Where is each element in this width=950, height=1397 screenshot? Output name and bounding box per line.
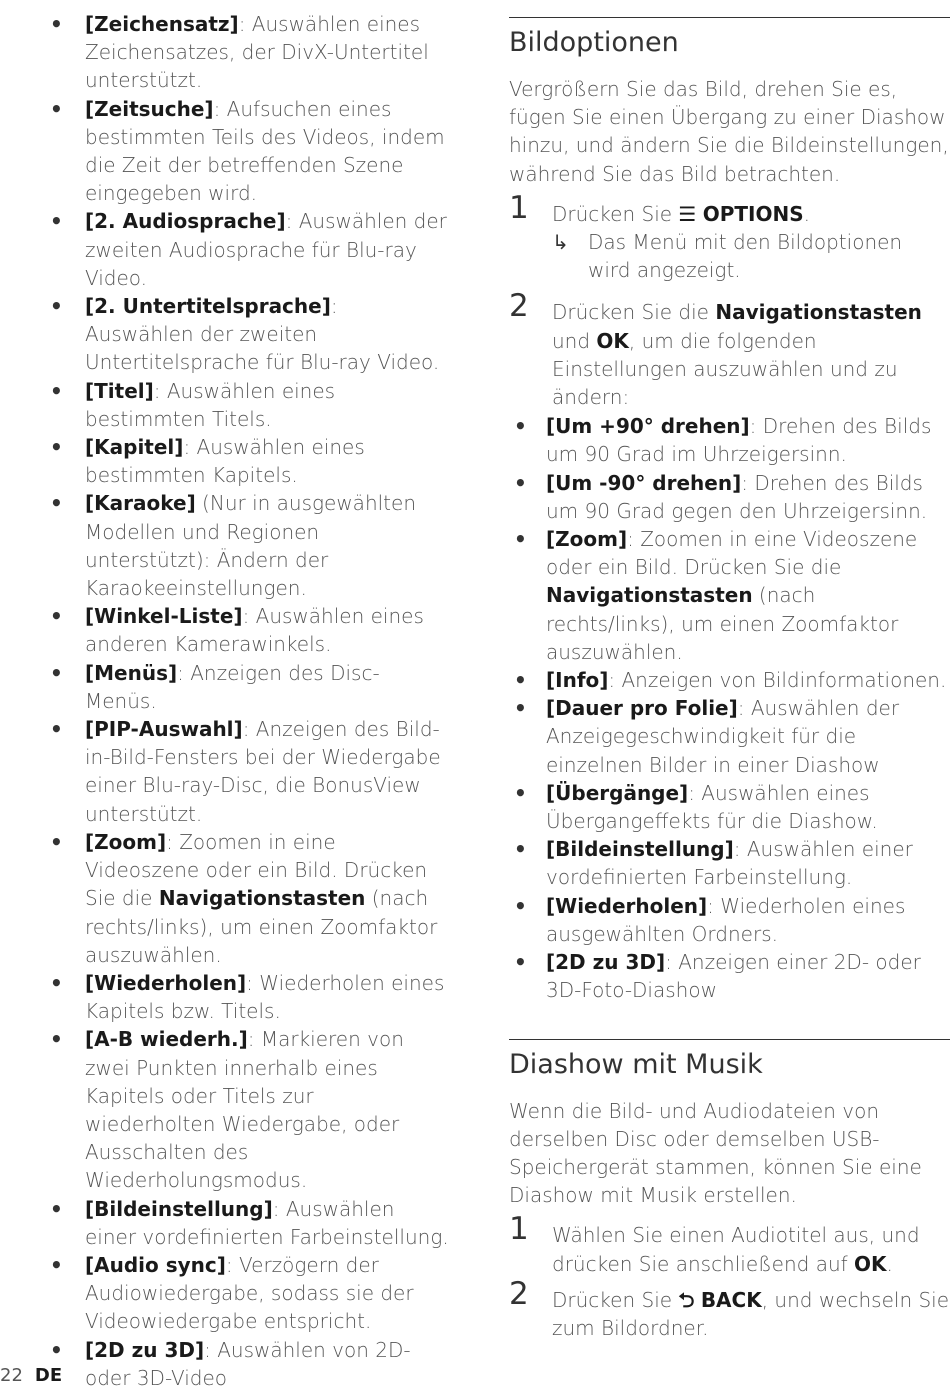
step-text-end: , und wechseln Sie zum Bildordner. (552, 1287, 950, 1340)
option-description: : Auswählen der Anzeigegeschwindigkeit für die einzelnen Bilder in einer Diashow (546, 696, 900, 777)
option-term: [Zoom] (546, 527, 628, 552)
option-term: [Info] (546, 668, 609, 693)
step-text: Wählen Sie einen Audiotitel aus, und drücken Sie anschließend auf (552, 1223, 920, 1276)
key-navigationstasten: Navigationstasten (158, 886, 366, 911)
right-column (509, 17, 950, 1342)
option-term: [Titel] (85, 378, 154, 403)
option-description: : Auswählen eines bestimmten Kapitels. (85, 435, 365, 488)
step-1 (509, 189, 950, 285)
step-text-end: , um die folgenden Einstellungen auszuwählen und zu ändern: (552, 328, 898, 410)
section-title-bildoptionen: Bildoptionen (509, 27, 679, 58)
step-text-end: . (803, 201, 810, 226)
back-icon: ⮌ (678, 1287, 695, 1312)
step-text: Drücken Sie (552, 1287, 679, 1312)
option-term: [Kapitel] (85, 435, 184, 460)
step-number: 1 (509, 1211, 529, 1248)
option-term: [Audio sync] (85, 1252, 226, 1277)
page-number: 22 (0, 1365, 23, 1386)
list-item (50, 1025, 450, 1194)
option-description: : Auswählen eines Zeichensatzes, der DivX-Untertitel unterstützt. (85, 12, 429, 93)
result-text: Das Menü mit den Bildoptionen wird angezeigt. (588, 230, 903, 283)
list-item (514, 694, 950, 779)
list-item (514, 525, 950, 666)
step-2 (509, 288, 950, 1004)
list-item (50, 10, 450, 95)
list-item (514, 835, 950, 891)
option-term: [Um -90° drehen] (546, 470, 742, 495)
option-term: [2. Untertitelsprache] (85, 294, 331, 319)
option-description: : Auswählen der zweiten Audiosprache für Blu-ray Video. (85, 209, 447, 290)
diashow-step-1 (509, 1211, 950, 1277)
step-number: 2 (509, 1275, 529, 1312)
option-description: : Wiederholen eines Kapitels bzw. Titels. (85, 970, 445, 1024)
option-term: [2. Audiosprache] (85, 209, 286, 234)
option-description: : Auswählen eines bestimmten Titels. (85, 378, 336, 431)
list-item (50, 292, 450, 377)
list-item (50, 969, 450, 1025)
option-term: [2D zu 3D] (546, 950, 666, 975)
list-item (50, 1195, 450, 1251)
step-number: 2 (509, 288, 529, 325)
list-item (514, 892, 950, 948)
option-description: : Auswählen einer vordefinierten Farbeinstellung. (85, 1196, 449, 1249)
list-item (514, 666, 950, 694)
list-item (514, 412, 950, 468)
option-term: [Um +90° drehen] (546, 414, 750, 439)
option-term: [A-B wiederh.] (85, 1027, 248, 1052)
list-item (50, 207, 450, 292)
list-item (514, 779, 950, 835)
key-options: OPTIONS (702, 201, 804, 226)
option-description: : Anzeigen des Bild-in-Bild-Fensters bei der Wiedergabe einer Blu-ray-Disc, die BonusView unterstützt. (85, 717, 441, 826)
section-intro-bildoptionen: Vergrößern Sie das Bild, drehen Sie es, fügen Sie einen Übergang zu einer Diashow hinzu, und ändern Sie die Bildeinstellungen, während Sie das Bild betrachten. (509, 77, 949, 186)
option-description: : Zoomen in eine Videoszene oder ein Bild. Drücken Sie die (85, 829, 428, 911)
section-divider (509, 17, 950, 18)
option-description: (Nur in ausgewählten Modellen und Regionen unterstützt): Ändern der Karaokeeinstellungen. (85, 491, 416, 601)
option-description: : Auswählen eines Übergangeffekts für die Diashow. (546, 780, 878, 834)
option-term: [Wiederholen] (85, 970, 247, 995)
option-term: [Wiederholen] (546, 893, 708, 918)
result-arrow-icon: ↳ (552, 230, 569, 255)
step-text: Drücken Sie (552, 201, 679, 226)
list-item (50, 828, 450, 969)
option-description: : Anzeigen einer 2D- oder 3D-Foto-Diashow (546, 950, 921, 1003)
option-description: : Markieren von zwei Punkten innerhalb eines Kapitels oder Titels zur wiederholten Wiedergabe, oder Ausschalten des Wiederholungsmodus. (85, 1027, 404, 1193)
option-description: : Auswählen eines anderen Kamerawinkels. (85, 604, 424, 657)
step-result (552, 228, 950, 284)
option-description: : Auswählen von 2D- oder 3D-Video (85, 1337, 411, 1390)
section-title-diashow: Diashow mit Musik (509, 1048, 763, 1080)
option-description-end: (nach rechts/links), um einen Zoomfaktor auszuwählen. (85, 886, 438, 967)
option-list (50, 10, 450, 1392)
options-icon: ☰ (678, 201, 697, 226)
step-text: Drücken Sie die (552, 300, 716, 325)
list-item (50, 433, 450, 489)
list-item (50, 602, 450, 658)
list-item (50, 95, 450, 208)
option-description: : Verzögern der Audiowiedergabe, sodass sie der Videowiedergabe entspricht. (85, 1252, 414, 1334)
list-item (50, 377, 450, 433)
section-intro-diashow: Wenn die Bild- und Audiodateien von derselben Disc oder demselben USB-Speichergerät stammen, können Sie eine Diashow mit Musik erstellen. (509, 1098, 922, 1208)
key-navigationstasten: Navigationstasten (715, 300, 922, 325)
section-divider (509, 1039, 950, 1040)
option-term: [PIP-Auswahl] (85, 717, 243, 742)
option-term: [Zeichensatz] (85, 12, 239, 36)
option-term: [2D zu 3D] (85, 1337, 205, 1362)
diashow-step-2 (509, 1275, 950, 1342)
option-term: [Bildeinstellung] (85, 1196, 273, 1221)
list-item (50, 1251, 450, 1336)
left-column (50, 10, 450, 1392)
step-text-end: . (886, 1251, 893, 1276)
key-ok: OK (854, 1251, 887, 1276)
option-term: [Winkel-Liste] (85, 604, 243, 629)
list-item (50, 659, 450, 715)
option-description: : Auswählen der zweiten Untertitelsprache für Blu-ray Video. (85, 294, 440, 375)
language-code: DE (34, 1365, 63, 1386)
option-term: [Bildeinstellung] (546, 837, 734, 862)
page-footer (0, 1365, 62, 1386)
option-description: : Auswählen einer vordefinierten Farbeinstellung. (546, 837, 913, 890)
list-item (50, 715, 450, 828)
option-description: : Zoomen in eine Videoszene oder ein Bild. Drücken Sie die (546, 527, 918, 580)
list-item (50, 1336, 450, 1392)
list-item (514, 469, 950, 525)
option-description-end: (nach rechts/links), um einen Zoomfaktor auszuwählen. (546, 583, 899, 664)
option-description: : Aufsuchen eines bestimmten Teils des Videos, indem die Zeit der betreffenden Szene eingegeben wird. (85, 96, 445, 206)
list-item (514, 948, 950, 1004)
option-description: : Anzeigen des Disc-Menüs. (85, 660, 380, 713)
step-text-mid: und (552, 328, 597, 353)
option-term: [Zeitsuche] (85, 96, 214, 121)
list-item (50, 489, 450, 602)
option-description: : Drehen des Bilds um 90 Grad gegen den Uhrzeigersinn. (546, 470, 928, 523)
option-term: [Übergänge] (546, 780, 689, 805)
key-back: BACK (700, 1287, 762, 1312)
key-navigationstasten: Navigationstasten (546, 583, 753, 608)
option-description: : Drehen des Bilds um 90 Grad im Uhrzeigersinn. (546, 414, 932, 467)
option-term: [Zoom] (85, 829, 167, 854)
key-ok: OK (596, 328, 629, 353)
option-description: : Wiederholen eines ausgewählten Ordners. (546, 893, 906, 946)
option-term: [Menüs] (85, 660, 178, 685)
option-description: : Anzeigen von Bildinformationen. (608, 668, 947, 693)
step-number: 1 (509, 189, 529, 226)
image-option-list (514, 412, 950, 1004)
option-term: [Dauer pro Folie] (546, 696, 738, 721)
option-term: [Karaoke] (85, 491, 196, 516)
